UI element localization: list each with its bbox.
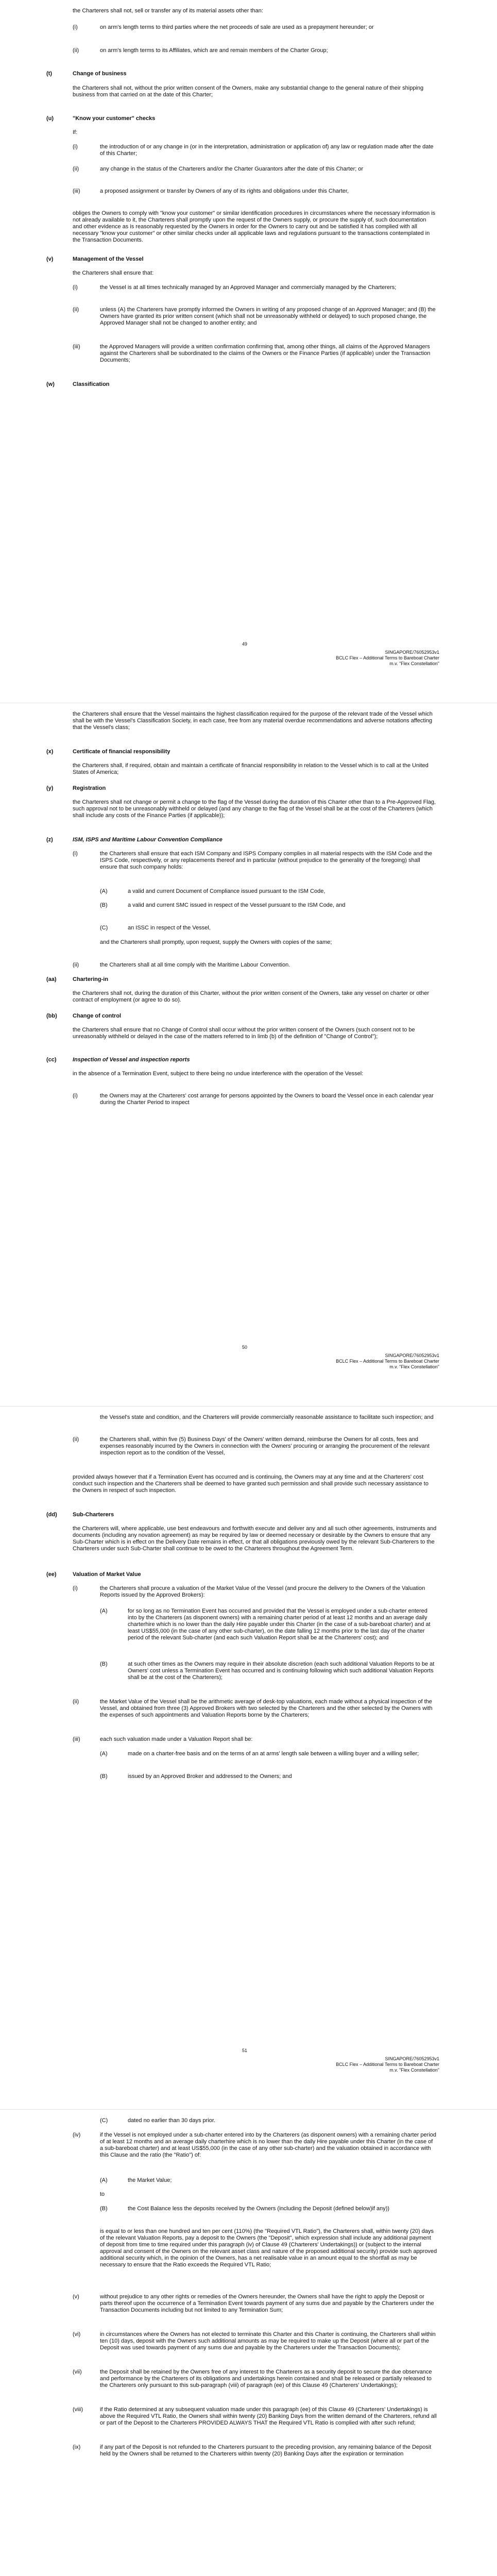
- clause-heading: Chartering-in: [73, 976, 109, 982]
- page-content: [0, 703, 497, 1406]
- clause-label: (B): [100, 2206, 108, 2212]
- clause-label: (C): [100, 925, 108, 931]
- clause-label: (i): [73, 144, 78, 150]
- clause-label: (aa): [46, 976, 57, 982]
- clause-label: (ee): [46, 1571, 57, 1578]
- clause-label: (v): [46, 256, 54, 262]
- clause-text: an ISSC in respect of the Vessel,: [128, 925, 211, 931]
- clause-text: at such other times as the Owners may require in their absolute discretion (each such additional Valuation Reports to be at Owners' cost unless a Termination Event has occurred and is continuing following which such additional Valuation Reports shall be at the cost of the Charterers);: [128, 1661, 435, 1681]
- clause-text: the Charterers shall at all time comply with the Maritime Labour Convention.: [100, 962, 290, 968]
- page-content: [0, 0, 497, 703]
- clause-text: the Approved Managers will provide a written confirmation confirming that, among other things, all claims of the Approved Managers against the Charterers shall be subordinated to the claims of the Owners or the Finance Parties (if applicable) under the Transaction Documents;: [100, 344, 431, 363]
- clause-text: the Market Value;: [128, 2177, 172, 2183]
- clause-text: on arm's length terms to its Affiliates, which are and remain members of the Charter Group;: [100, 47, 328, 54]
- clause-label: (u): [46, 115, 54, 122]
- clause-label: (t): [46, 71, 52, 77]
- clause-text: if the Ratio determined at any subsequent valuation made under this paragraph (ee) of this Clause 49 (Charterers' Undertakings) is above the Required VTL Ratio, the Owners shall within twenty (20) Banking Days from the written demand of the Charterers, refund all or part of the Deposit to the Charterers PROVIDED ALWAYS THAT the Required VTL Ratio is complied with after such refund;: [100, 2406, 437, 2426]
- footer-ref-line-2: BCLC Flex – Additional Terms to Bareboat Charter: [336, 655, 439, 660]
- footer-ref-line-3: m.v. "Flex Constellation": [389, 2067, 439, 2073]
- clause-label: (B): [100, 1773, 108, 1780]
- clause-text: and the Charterers shall promptly, upon request, supply the Owners with copies of the same;: [100, 939, 332, 945]
- document-reference: [285, 1353, 439, 1370]
- clause-label: (i): [73, 284, 78, 291]
- clause-label: (B): [100, 1661, 108, 1667]
- clause-text: provided always however that if a Termination Event has occurred and is continuing, the Owners may at any time and at the Charterers' cost conduct such inspection and the Charterers shall be deemed to have granted such permission and shall provide such necessary assistance to the Owners in respect of such inspection.: [73, 1474, 429, 1494]
- clause-label: (A): [100, 888, 108, 894]
- page-4: [0, 2110, 497, 2576]
- footer-ref-line-2: BCLC Flex – Additional Terms to Bareboat Charter: [336, 1359, 439, 1364]
- clause-label: (ii): [73, 1436, 79, 1443]
- clause-text: on arm's length terms to third parties where the net proceeds of sale are used as a prepayment hereunder; or: [100, 24, 374, 30]
- clause-text: in the absence of a Termination Event, subject to there being no undue interference with the operation of the Vessel:: [73, 1071, 364, 1077]
- clause-heading: Change of business: [73, 71, 127, 77]
- footer-ref-line-3: m.v. "Flex Constellation": [389, 661, 439, 666]
- page-number: 51: [242, 2048, 248, 2053]
- clause-label: (A): [100, 1751, 108, 1757]
- clause-label: (i): [73, 1585, 78, 1591]
- clause-text: is equal to or less than one hundred and ten per cent (110%) (the "Required VTL Ratio"), the Charterers shall, within twenty (20) days of the relevant Valuation Reports, pay a deposit to the Owners (the "Deposit", which expression shall include any additional payment of deposit from time to time required under this paragraph (iv) of Clause 49 (Charterers' Undertakings)) or (subject to the internal approval and consent of the Owners on the relevant asset class and nature of the proposed additional security) provide such approved additional security which, in the opinion of the Owners, has a net realisable value in an amount equal to the shortfall as may be necessary to ensure that the Ratio exceeds the Required VTL Ratio;: [100, 2228, 437, 2268]
- clause-text: the Charterers shall not change or permit a change to the flag of the Vessel during the duration of this Charter other than to a Pre-Approved Flag, such approval not to be unreasonably withheld or delayed (and any change to the flag of the Vessel shall be at the cost of the Charterers (which shall include any costs of the Finance Parties (if applicable));: [73, 799, 436, 819]
- clause-text: each such valuation made under a Valuation Report shall be:: [100, 1736, 253, 1742]
- clause-text: the Cost Balance less the deposits received by the Owners (including the Deposit (defined below)if any)): [128, 2206, 390, 2212]
- clause-label: (w): [46, 381, 55, 387]
- clause-label: (bb): [46, 1013, 57, 1019]
- clause-text: the Charterers shall procure a valuation of the Market Value of the Vessel (and procure the delivery to the Owners of the Valuation Reports issued by the Approved Brokers):: [100, 1585, 425, 1598]
- clause-text: dated no earlier than 30 days prior.: [128, 2117, 216, 2124]
- clause-label: (ii): [73, 47, 79, 54]
- clause-heading: Certificate of financial responsibility: [73, 749, 170, 755]
- clause-text: unless (A) the Charterers have promptly informed the Owners in writing of any proposed change of an Approved Manager; and (B) the Owners have granted its prior written consent (which shall not be unreasonably withheld or delayed) to such proposed change, the Approved Manager shall not be changed to another entity; and: [100, 307, 436, 326]
- clause-heading: ISM, ISPS and Maritime Labour Convention Compliance: [73, 837, 222, 843]
- clause-label: (y): [46, 785, 54, 791]
- footer-ref-line-2: BCLC Flex – Additional Terms to Bareboat Charter: [336, 2062, 439, 2067]
- clause-text: obliges the Owners to comply with "know your customer" or similar identification procedures in circumstances where the necessary information is not already available to it, the Charterers shall promptly upon the request of the Owners supply, or procure the supply of, such documentation and other evidence as is reasonably requested by the Owners in order for the Owners to carry out and be satisfied it has complied with all necessary "know your customer" or other similar checks under all applicable laws and regulations pursuant to the transactions contemplated in the Transaction Documents.: [73, 210, 436, 243]
- clause-heading: Registration: [73, 785, 106, 791]
- clause-heading: Sub-Charterers: [73, 1512, 114, 1518]
- document-reference: [285, 650, 439, 667]
- clause-label: (vi): [73, 2331, 81, 2337]
- clause-label: (z): [46, 837, 53, 843]
- clause-label: (iv): [73, 2132, 81, 2138]
- footer-ref-line-3: m.v. "Flex Constellation": [389, 1364, 439, 1369]
- page-content: [0, 2110, 497, 2576]
- footer-ref-line-1: SINGAPORE/76052953v1: [385, 650, 439, 655]
- clause-label: (ii): [73, 1699, 79, 1705]
- page-content: [0, 1406, 497, 2110]
- clause-text: without prejudice to any other rights or remedies of the Owners hereunder, the Owners shall have the right to apply the Deposit or parts thereof upon the occurrence of a Termination Event towards payment of any sums due and payable by the Charterers under the Transaction Documents including but not limited to any Termination Sum;: [100, 2294, 434, 2313]
- clause-text: a proposed assignment or transfer by Owners of any of its rights and obligations under this Charter,: [100, 188, 349, 194]
- clause-text: any change in the status of the Charterers and/or the Charter Guarantors after the date of this Charter; or: [100, 166, 364, 172]
- clause-label: (iii): [73, 344, 80, 350]
- clause-text: the Charterers will, where applicable, use best endeavours and forthwith execute and deliver any and all such other agreements, instruments and documents (including any novation agreement) as may be required by law or deemed necessary or desirable by the Owners to ensure that any Sub-Charter which is in effect on the Delivery Date remains in effect, or that all obligations previously owed by the relevant Sub-Charterers to the Charterers under such Sub-Charter shall continue to be owed to the Charterers throughout the Agreement Term.: [73, 1526, 437, 1552]
- clause-text: the Charterers shall ensure that:: [73, 270, 154, 276]
- clause-text: the Deposit shall be retained by the Owners free of any interest to the Charterers as a security deposit to secure the due observance and performance by the Charterers of its obligations and undertakings herein contained and shall be released or partially released to the Charterers only pursuant to this sub-paragraph (viii) of paragraph (ee) of this Clause 49 (Charterers' Undertakings);: [100, 2369, 432, 2388]
- clause-heading: Classification: [73, 381, 110, 387]
- clause-text: for so long as no Termination Event has occurred and provided that the Vessel is employed under a sub-charter entered into by the Charterers (as disponent owners) with a remaining charter period of at least 12 months and an average daily charterhire which is no lower than the daily Hire payable under this Charter (in the case of a sub-bareboat charter) and at least US$55,000 (in the case of any other sub-charter), on the date falling 12 months prior to the last day of the charter period of the relevant Sub-charter (and each such Valuation Report shall be at the Charterers' cost); and: [128, 1608, 431, 1641]
- page-3: [0, 1406, 497, 2110]
- clause-heading: Valuation of Market Value: [73, 1571, 141, 1578]
- clause-label: (i): [73, 851, 78, 857]
- page-1: [0, 0, 497, 703]
- clause-label: (ii): [73, 307, 79, 313]
- clause-label: (vii): [73, 2369, 82, 2375]
- clause-label: (iii): [73, 1736, 80, 1742]
- clause-text: the Charterers shall, if required, obtain and maintain a certificate of financial responsibility in relation to the Vessel which is to call at the United States of America;: [73, 762, 429, 775]
- clause-label: (dd): [46, 1512, 57, 1518]
- clause-heading: Management of the Vessel: [73, 256, 144, 262]
- clause-text: the introduction of or any change in (or in the interpretation, administration or application of) any law or regulation made after the date of this Charter;: [100, 144, 434, 157]
- clause-text: the Charterers shall not, sell or transfer any of its material assets other than:: [73, 8, 263, 14]
- clause-text: If:: [73, 129, 78, 135]
- clause-text: the Market Value of the Vessel shall be the arithmetic average of desk-top valuations, each made without a physical inspection of the Vessel, and obtained from three (3) Approved Brokers with two selected by the Charterers and the other selected by the Owners with the expenses of such appointments and Valuation Reports borne by the Charterers;: [100, 1699, 433, 1718]
- clause-text: to: [100, 2191, 105, 2197]
- page-number: 49: [242, 641, 248, 647]
- clause-text: the Vessel's state and condition, and the Charterers will provide commercially reasonable assistance to facilitate such inspection; and: [100, 1414, 434, 1420]
- clause-label: (A): [100, 1608, 108, 1614]
- clause-text: the Owners may at the Charterers' cost arrange for persons appointed by the Owners to board the Vessel once in each calendar year during the Charter Period to inspect: [100, 1093, 434, 1106]
- clause-heading: Inspection of Vessel and inspection reports: [73, 1057, 190, 1063]
- footer-ref-line-1: SINGAPORE/76052953v1: [385, 1353, 439, 1358]
- clause-text: the Charterers shall not, without the prior written consent of the Owners, make any substantial change to the general nature of their shipping business from that carried on at the date of this Charter;: [73, 85, 424, 98]
- clause-label: (iii): [73, 188, 80, 194]
- page-2: [0, 703, 497, 1406]
- clause-text: the Charterers shall ensure that each ISM Company and ISPS Company complies in all material respects with the ISM Code and the ISPS Code, respectively, or any replacements thereof and in particular (without prejudice to the generality of the foregoing) shall ensure that such company holds:: [100, 851, 433, 870]
- clause-text: issued by an Approved Broker and addressed to the Owners; and: [128, 1773, 292, 1780]
- clause-label: (v): [73, 2294, 79, 2300]
- clause-heading: "Know your customer" checks: [73, 115, 156, 122]
- clause-label: (B): [100, 902, 108, 908]
- clause-text: the Charterers shall ensure that no Change of Control shall occur without the prior written consent of the Owners (such consent not to be unreasonably withheld or delayed in the case of the matters referred to in limb (b) of the definition of "Change of Control");: [73, 1027, 415, 1040]
- clause-label: (x): [46, 749, 54, 755]
- clause-text: a valid and current Document of Compliance issued pursuant to the ISM Code,: [128, 888, 325, 894]
- document-reference: [285, 2056, 439, 2073]
- clause-text: in circumstances where the Owners has not elected to terminate this Charter and this Charter is continuing, the Charterers shall within ten (10) days, deposit with the Owners such additional amounts as may be required to make up the Deposit (where all or part of the Deposit was used towards payment of any sums due and payable by the Charterers under the Transaction Documents);: [100, 2331, 436, 2351]
- clause-text: if any part of the Deposit is not refunded to the Charterers pursuant to the preceding provision, any remaining balance of the Deposit held by the Owners shall be returned to the Charterers within twenty (20) Banking Days after the expiration or termination: [100, 2444, 432, 2457]
- clause-label: (ix): [73, 2444, 81, 2450]
- clause-text: the Charterers shall ensure that the Vessel maintains the highest classification required for the purpose of the relevant trade of the Vessel which shall be with the Vessel's Classification Society, in each case, free from any material overdue recommendations and adverse notations affecting that the Vessel's class;: [73, 711, 433, 731]
- clause-text: the Charterers shall not, during the duration of this Charter, without the prior written consent of the Owners, take any vessel on charter or other contract of employment (or agree to do so).: [73, 990, 430, 1003]
- clause-text: if the Vessel is not employed under a sub-charter entered into by the Charterers (as disponent owners) with a remaining charter period of at least 12 months and an average daily charterhire which is no lower than the daily Hire payable under this Charter (in the case of a sub-bareboat charter) and at least US$55,000 (in the case of any other sub-charter) and the valuation obtained in accordance with this Clause and the ratio (the "Ratio") of:: [100, 2132, 437, 2158]
- clause-text: the Charterers shall, within five (5) Business Days' of the Owners' written demand, reimburse the Owners for all costs, fees and expenses reasonably incurred by the Owners in connection with the Owners' procuring or arranging the procurement of the relevant inspection report as to the condition of the Vessel,: [100, 1436, 430, 1456]
- clause-text: the Vessel is at all times technically managed by an Approved Manager and commercially managed by the Charterers;: [100, 284, 397, 291]
- clause-label: (i): [73, 1093, 78, 1099]
- clause-label: (A): [100, 2177, 108, 2183]
- footer-ref-line-1: SINGAPORE/76052953v1: [385, 2056, 439, 2061]
- clause-label: (C): [100, 2117, 108, 2124]
- clause-label: (cc): [46, 1057, 57, 1063]
- page-number: 50: [242, 1345, 248, 1350]
- clause-label: (ii): [73, 962, 79, 968]
- clause-label: (viii): [73, 2406, 83, 2413]
- clause-heading: Change of control: [73, 1013, 122, 1019]
- clause-label: (i): [73, 24, 78, 30]
- clause-text: a valid and current SMC issued in respect of the Vessel pursuant to the ISM Code, and: [128, 902, 346, 908]
- clause-text: made on a charter-free basis and on the terms of an at arms' length sale between a willing buyer and a willing seller;: [128, 1751, 419, 1757]
- clause-label: (ii): [73, 166, 79, 172]
